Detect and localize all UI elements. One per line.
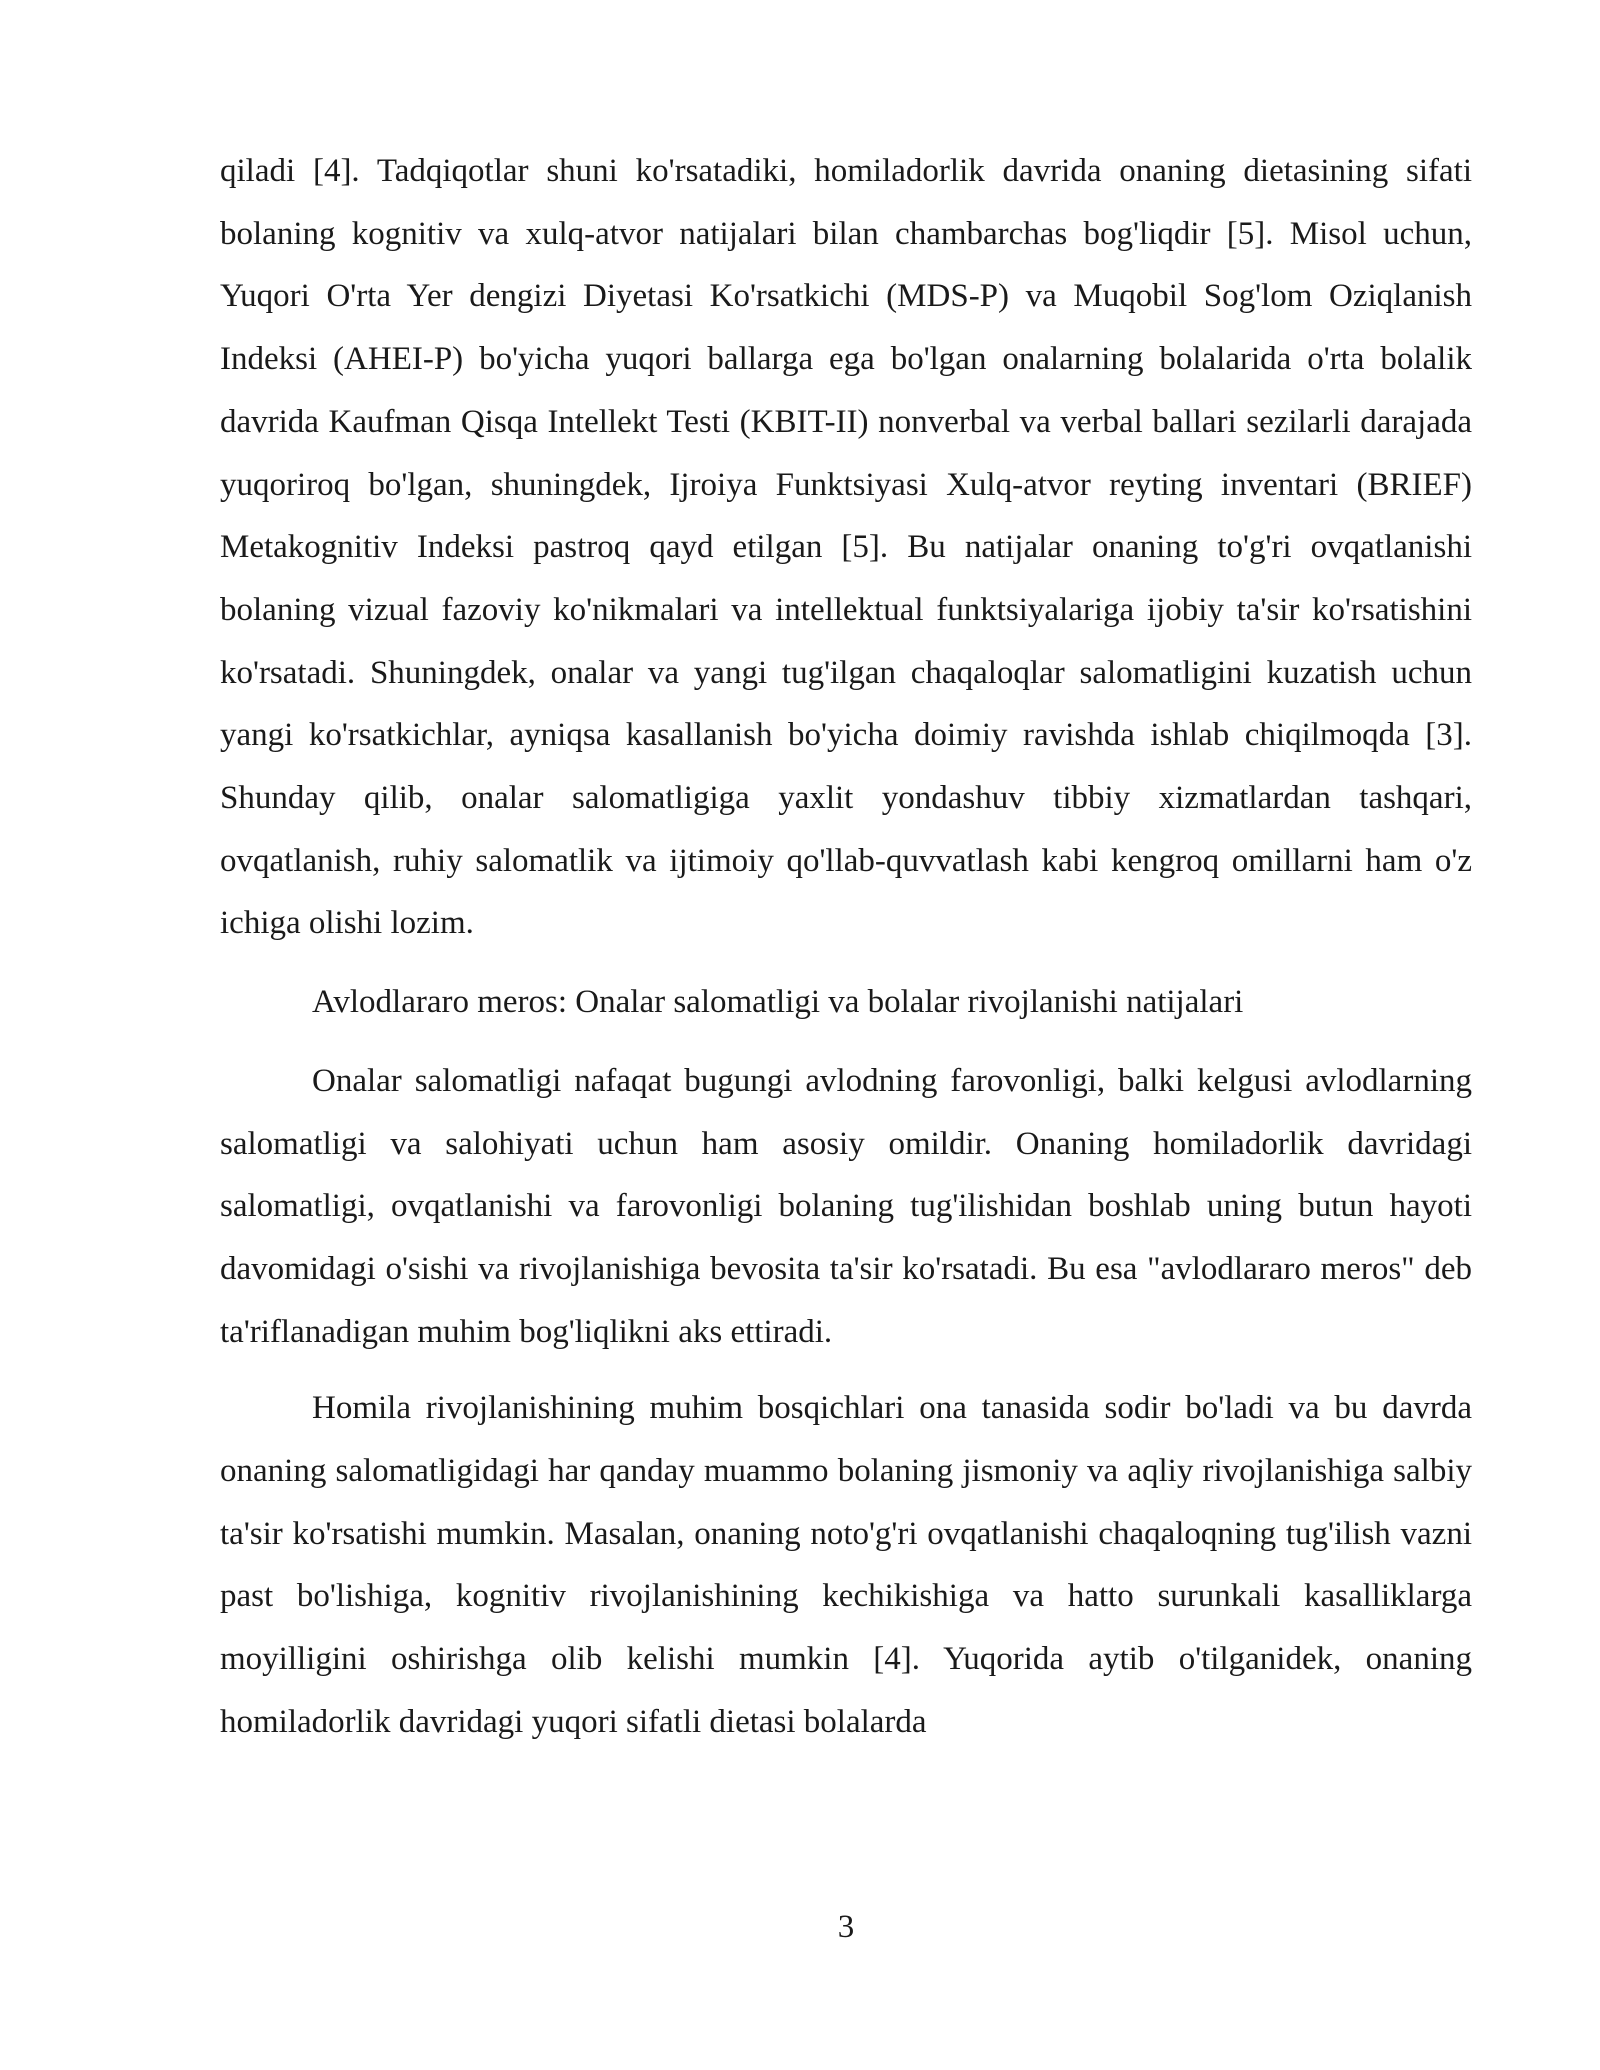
- section-heading: Avlodlararo meros: Onalar salomatligi va bolalar rivojlanishi natijalari: [312, 984, 1244, 1021]
- page-number: 3: [837, 1909, 855, 1945]
- document-page: [220, 140, 1472, 1754]
- paragraph-fetal-development: Homila rivojlanishining muhim bosqichlari ona tanasida sodir bo'ladi va bu davrda onaning salomatligidagi har qanday muammo bolaning jismoniy va aqliy rivojlanishiga salbiy ta'sir ko'rsatishi mumkin. Masalan, onaning noto'g'ri ovqatlanishi chaqaloqning tug'ilish vazni past bo'lishiga, kognitiv rivojlanishining kechikishiga va hatto surunkali kasalliklarga moyilligini oshirishga olib kelishi mumkin [4]. Yuqorida aytib o'tilganidek, onaning homiladorlik davridagi yuqori sifatli dietasi bolalarda: [220, 1390, 1472, 1740]
- paragraph-intro: qiladi [4]. Tadqiqotlar shuni ko'rsatadiki, homiladorlik davrida onaning dietasining sifati bolaning kognitiv va xulq-atvor natijalari bilan chambarchas bog'liqdir [5]. Misol uchun, Yuqori O'rta Yer dengizi Diyetasi Ko'rsatkichi (MDS-P) va Muqobil Sog'lom Oziqlanish Indeksi (AHEI-P) bo'yicha yuqori ballarga ega bo'lgan onalarning bolalarida o'rta bolalik davrida Kaufman Qisqa Intellekt Testi (KBIT-II) nonverbal va verbal ballari sezilarli darajada yuqoriroq bo'lgan, shuningdek, Ijroiya Funktsiyasi Xulq-atvor reyting inventari (BRIEF) Metakognitiv Indeksi pastroq qayd etilgan [5]. Bu natijalar onaning to'g'ri ovqatlanishi bolaning vizual fazoviy ko'nikmalari va intellektual funktsiyalariga ijobiy ta'sir ko'rsatishini ko'rsatadi. Shuningdek, onalar va yangi tug'ilgan chaqaloqlar salomatligini kuzatish uchun yangi ko'rsatkichlar, ayniqsa kasallanish bo'yicha doimiy ravishda ishlab chiqilmoqda [3]. Shunday qilib, onalar salomatligiga yaxlit yondashuv tibbiy xizmatlardan tashqari, ovqatlanish, ruhiy salomatlik va ijtimoiy qo'llab-quvvatlash kabi kengroq omillarni ham o'z ichiga olishi lozim.: [220, 153, 1472, 942]
- paragraph-intergenerational: Onalar salomatligi nafaqat bugungi avlodning farovonligi, balki kelgusi avlodlarning salomatligi va salohiyati uchun ham asosiy omildir. Onaning homiladorlik davridagi salomatligi, ovqatlanishi va farovonligi bolaning tug'ilishidan boshlab uning butun hayoti davomidagi o'sishi va rivojlanishiga bevosita ta'sir ko'rsatadi. Bu esa "avlodlararo meros" deb ta'riflanadigan muhim bog'liqlikni aks ettiradi.: [220, 1062, 1472, 1350]
